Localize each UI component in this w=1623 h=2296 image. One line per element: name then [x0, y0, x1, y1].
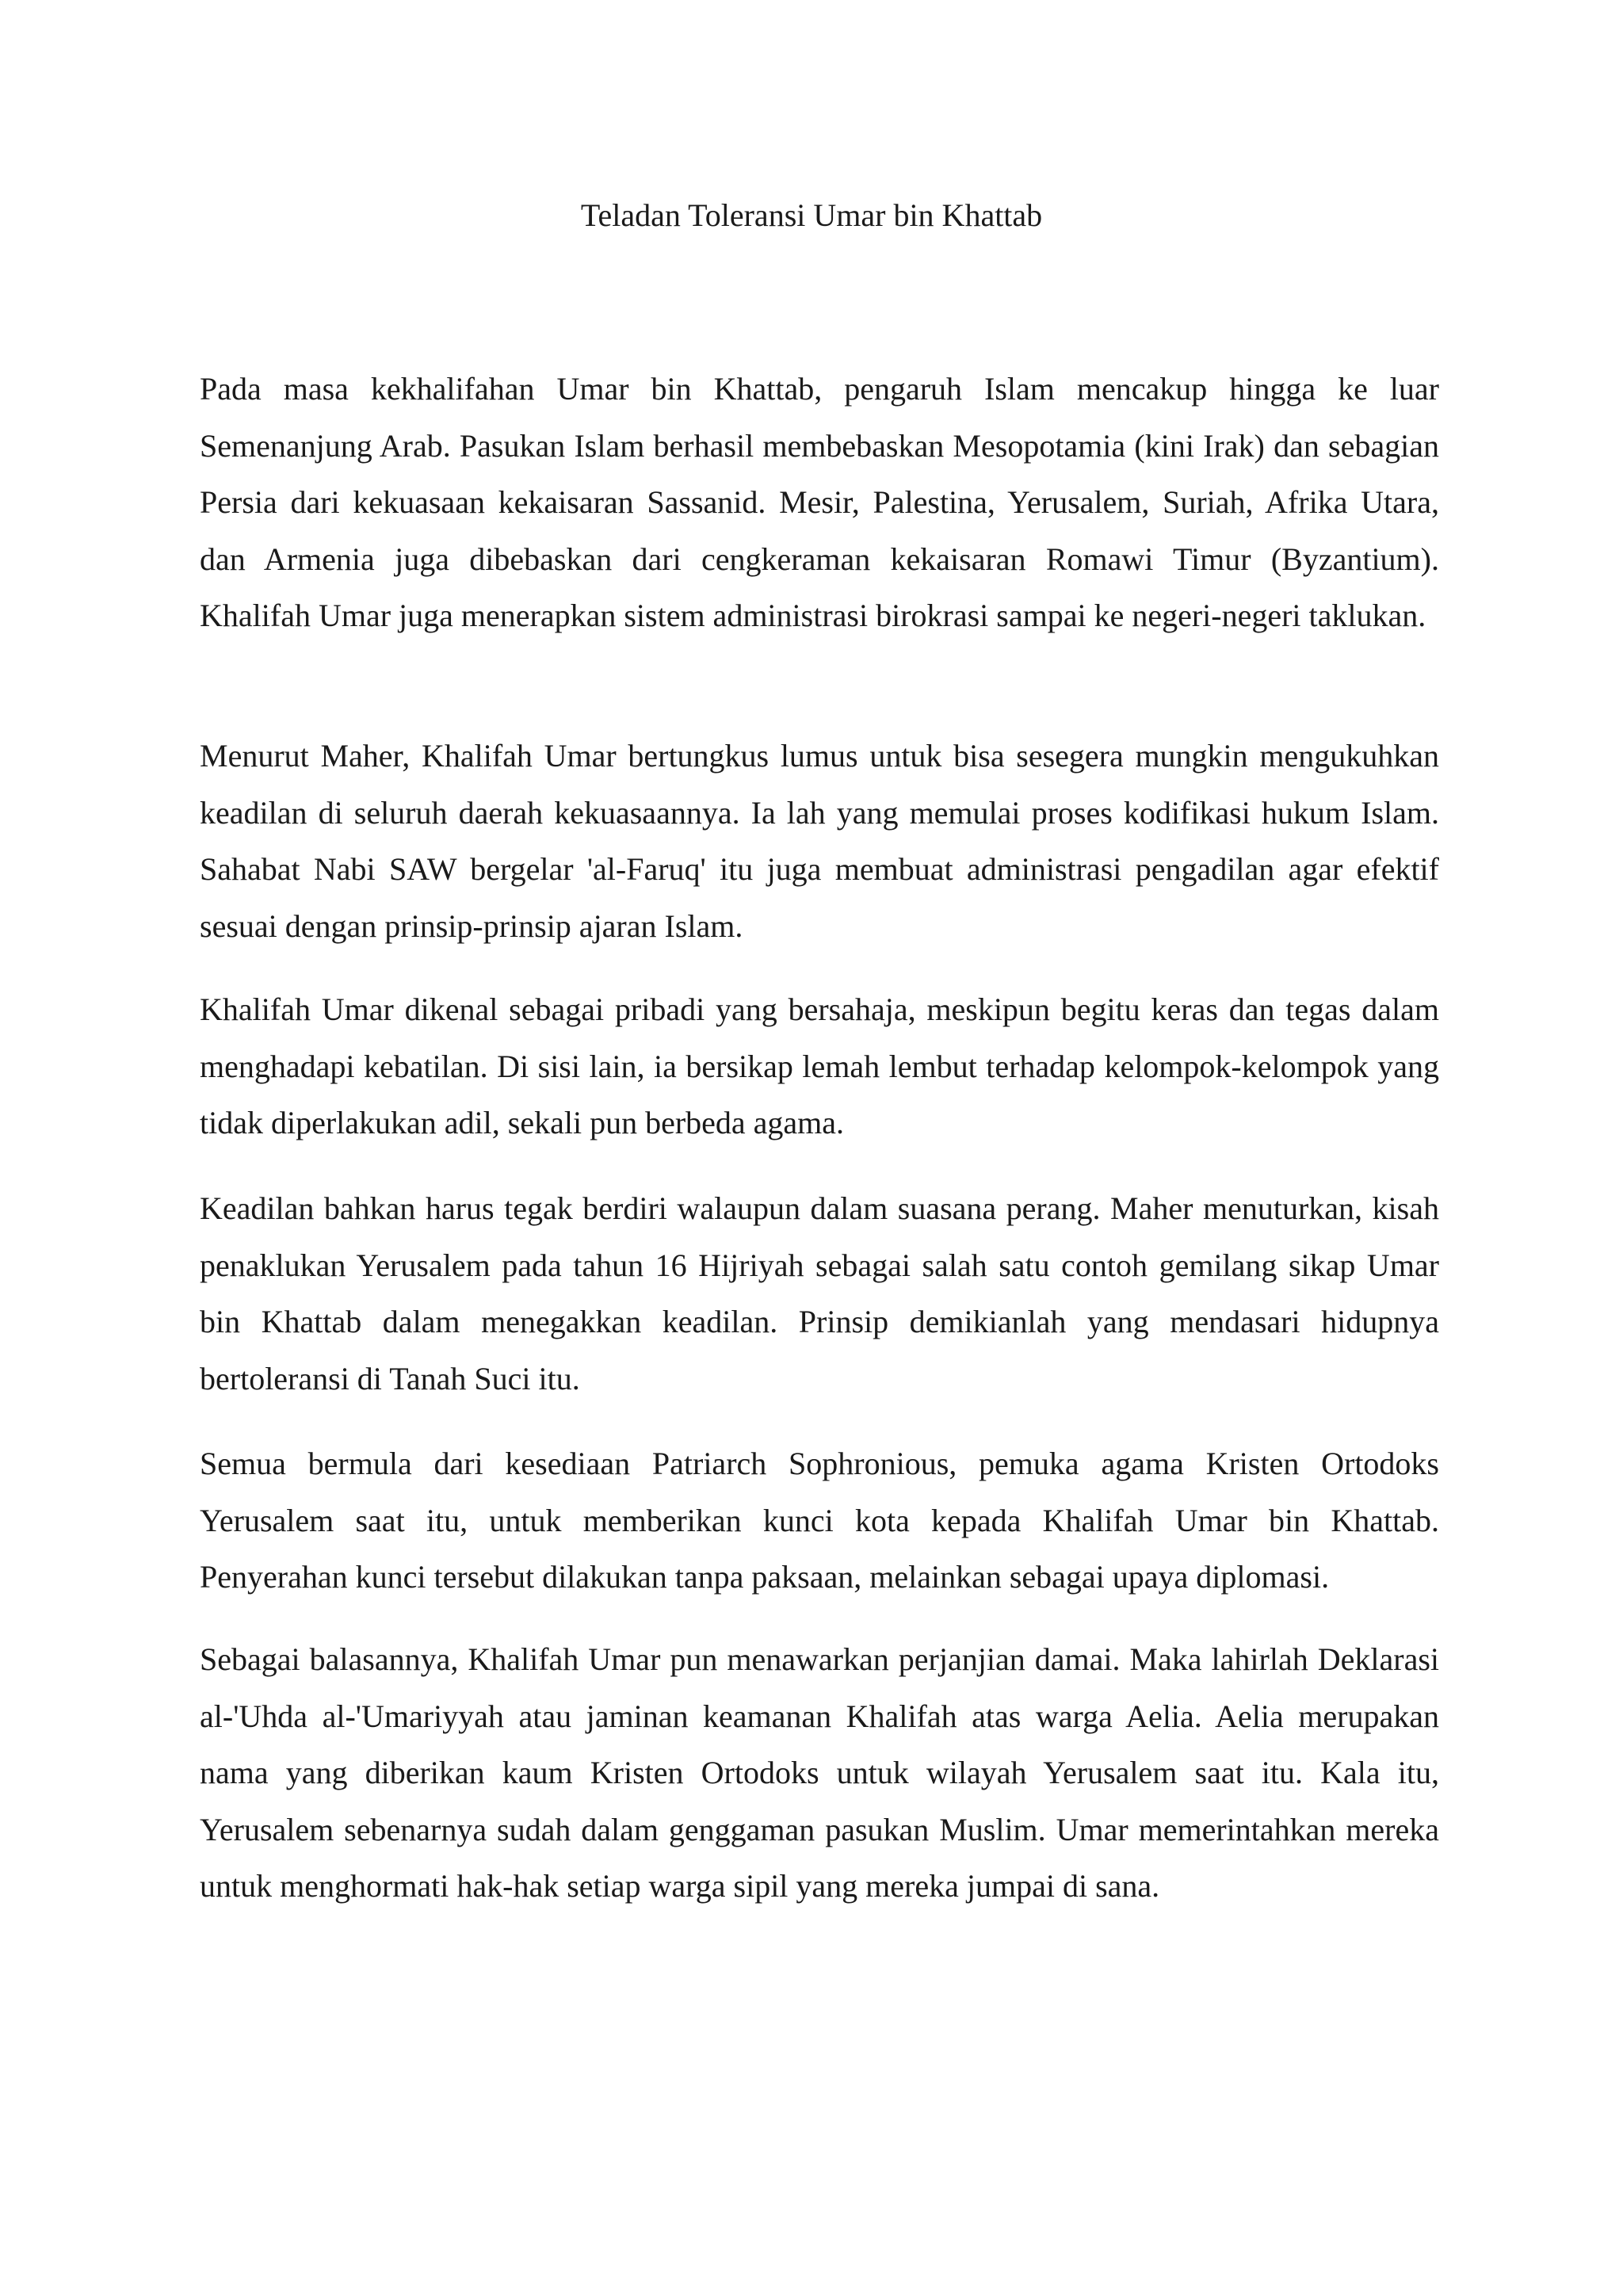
paragraph-2: Menurut Maher, Khalifah Umar bertungkus lumus untuk bisa sesegera mungkin mengukuhkan keadilan di seluruh daerah kekuasaannya. Ia lah yang memulai proses kodifikasi hukum Islam. Sahabat Nabi SAW bergelar 'al-Faruq' itu juga membuat administrasi pengadilan agar efektif sesuai dengan prinsip-prinsip ajaran Islam. — [200, 738, 1439, 944]
paragraph-3: Khalifah Umar dikenal sebagai pribadi yang bersahaja, meskipun begitu keras dan tegas dalam menghadapi kebatilan. Di sisi lain, ia bersikap lemah lembut terhadap kelompok-kelompok yang tidak diperlakukan adil, sekali pun berbeda agama. — [200, 991, 1439, 1140]
paragraph-5: Semua bermula dari kesediaan Patriarch Sophronious, pemuka agama Kristen Ortodoks Yerusalem saat itu, untuk memberikan kunci kota kepada Khalifah Umar bin Khattab. Penyerahan kunci tersebut dilakukan tanpa paksaan, melainkan sebagai upaya diplomasi. — [200, 1446, 1439, 1595]
document-title: Teladan Toleransi Umar bin Khattab — [580, 197, 1043, 233]
paragraph-4: Keadilan bahkan harus tegak berdiri walaupun dalam suasana perang. Maher menuturkan, kisah penaklukan Yerusalem pada tahun 16 Hijriyah sebagai salah satu contoh gemilang sikap Umar bin Khattab dalam menegakkan keadilan. Prinsip demikianlah yang mendasari hidupnya bertoleransi di Tanah Suci itu. — [200, 1190, 1439, 1396]
paragraph-1: Pada masa kekhalifahan Umar bin Khattab, pengaruh Islam mencakup hingga ke luar Semenanjung Arab. Pasukan Islam berhasil membebaskan Mesopotamia (kini Irak) dan sebagian Persia dari kekuasaan kekaisaran Sassanid. Mesir, Palestina, Yerusalem, Suriah, Afrika Utara, dan Armenia juga dibebaskan dari cengkeraman kekaisaran Romawi Timur (Byzantium). Khalifah Umar juga menerapkan sistem administrasi birokrasi sampai ke negeri-negeri taklukan. — [200, 371, 1439, 633]
paragraph-6: Sebagai balasannya, Khalifah Umar pun menawarkan perjanjian damai. Maka lahirlah Deklarasi al-'Uhda al-'Umariyyah atau jaminan keamanan Khalifah atas warga Aelia. Aelia merupakan nama yang diberikan kaum Kristen Ortodoks untuk wilayah Yerusalem saat itu. Kala itu, Yerusalem sebenarnya sudah dalam genggaman pasukan Muslim. Umar memerintahkan mereka untuk menghormati hak-hak setiap warga sipil yang mereka jumpai di sana. — [200, 1641, 1439, 1904]
